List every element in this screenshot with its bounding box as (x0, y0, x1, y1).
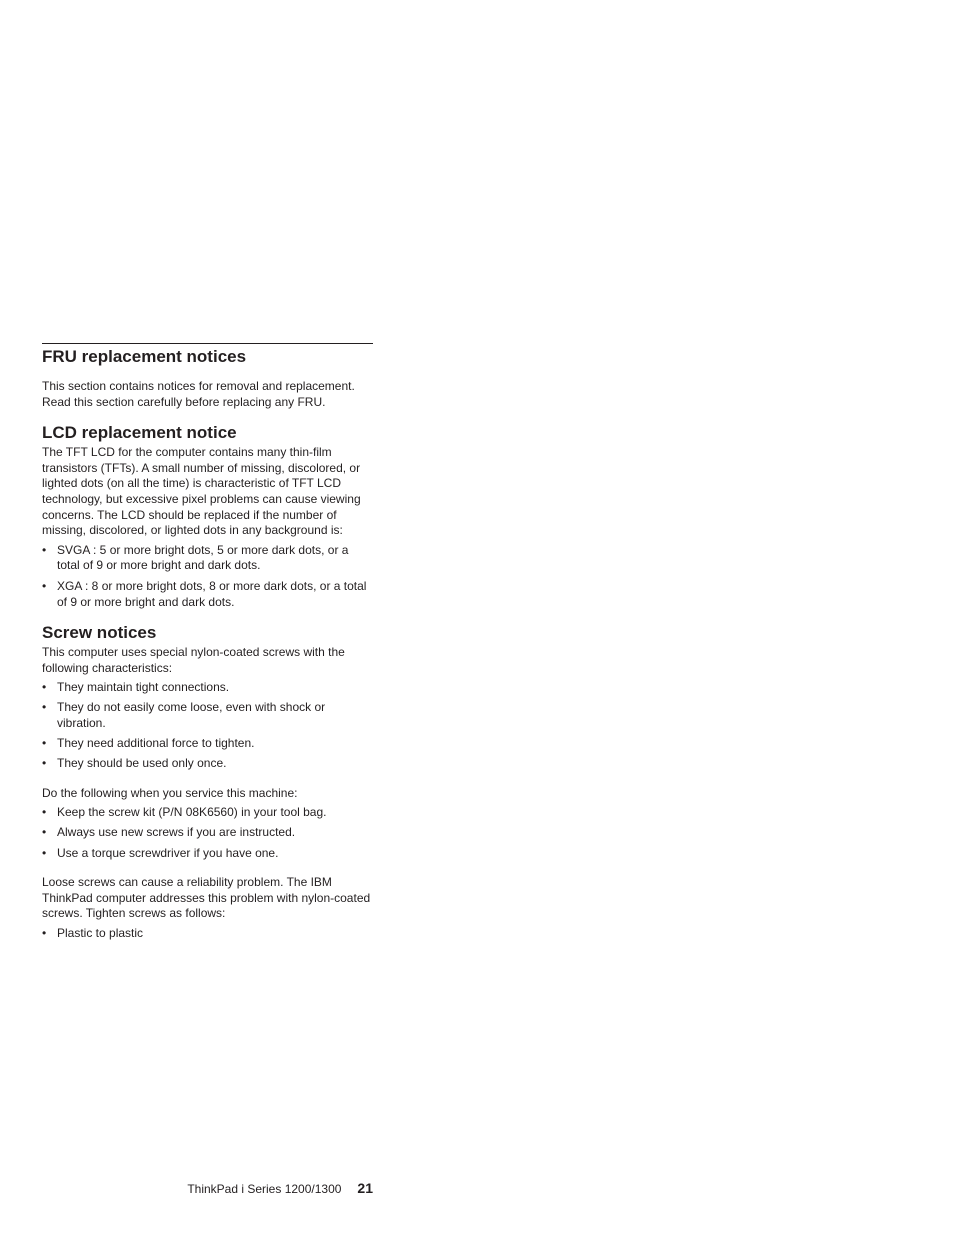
bullet-icon: • (42, 736, 47, 751)
bullet-icon: • (42, 680, 47, 695)
list-item: • They do not easily come loose, even with shock or vibration. (42, 700, 326, 730)
bullet-icon: • (42, 578, 47, 593)
screw-heading: Screw notices (42, 623, 157, 643)
section-divider (42, 343, 373, 344)
page-footer (0, 1180, 373, 1197)
list-item: • They maintain tight connections. (42, 680, 230, 695)
fru-heading: FRU replacement notices (42, 347, 247, 366)
bullet-icon: • (42, 700, 47, 715)
lcd-list (42, 543, 373, 610)
service-intro: Do the following when you service this machine: (42, 785, 298, 800)
list-item: • Always use new screws if you are instructed. (42, 825, 296, 840)
page-number: 21 (357, 1180, 373, 1196)
content-column (42, 343, 373, 942)
fru-body: This section contains notices for removal and replacement. Read this section carefully before replacing any FRU. (42, 379, 355, 409)
bullet-icon: • (42, 825, 47, 840)
screw-intro: This computer uses special nylon-coated screws with the following characteristics: (42, 645, 345, 675)
lcd-heading: LCD replacement notice (42, 423, 237, 443)
list-item: • Plastic to plastic (42, 925, 144, 940)
bullet-icon: • (42, 925, 47, 940)
list-item: • They should be used only once. (42, 756, 227, 771)
service-list (42, 805, 373, 861)
list-item: • SVGA : 5 or more bright dots, 5 or more dark dots, or a total of 9 or more bright and dark dots. (42, 542, 349, 573)
bullet-icon: • (42, 845, 47, 860)
bullet-icon: • (42, 542, 47, 557)
list-item: • Keep the screw kit (P/N 08K6560) in your tool bag. (42, 805, 327, 820)
loose-screws-text: Loose screws can cause a reliability problem. The IBM ThinkPad computer addresses this problem with nylon-coated screws. Tighten screws as follows: (42, 875, 371, 921)
list-item: • They need additional force to tighten. (42, 736, 255, 751)
footer-title: ThinkPad i Series 1200/1300 (187, 1182, 342, 1196)
screw-characteristics-list (42, 680, 373, 771)
list-item: • Use a torque screwdriver if you have one. (42, 845, 279, 860)
tighten-list (42, 926, 373, 942)
bullet-icon: • (42, 756, 47, 771)
bullet-icon: • (42, 805, 47, 820)
lcd-body: The TFT LCD for the computer contains many thin-film transistors (TFTs). A small number of missing, discolored, or lighted dots (on all the time) is characteristic of TFT LCD technology, but excessive pixel problems can cause viewing concerns. The LCD should be replaced if the number of missing, discolored, or lighted dots in any background is: (42, 445, 361, 538)
list-item: • XGA : 8 or more bright dots, 8 or more dark dots, or a total of 9 or more bright and dark dots. (42, 578, 367, 609)
